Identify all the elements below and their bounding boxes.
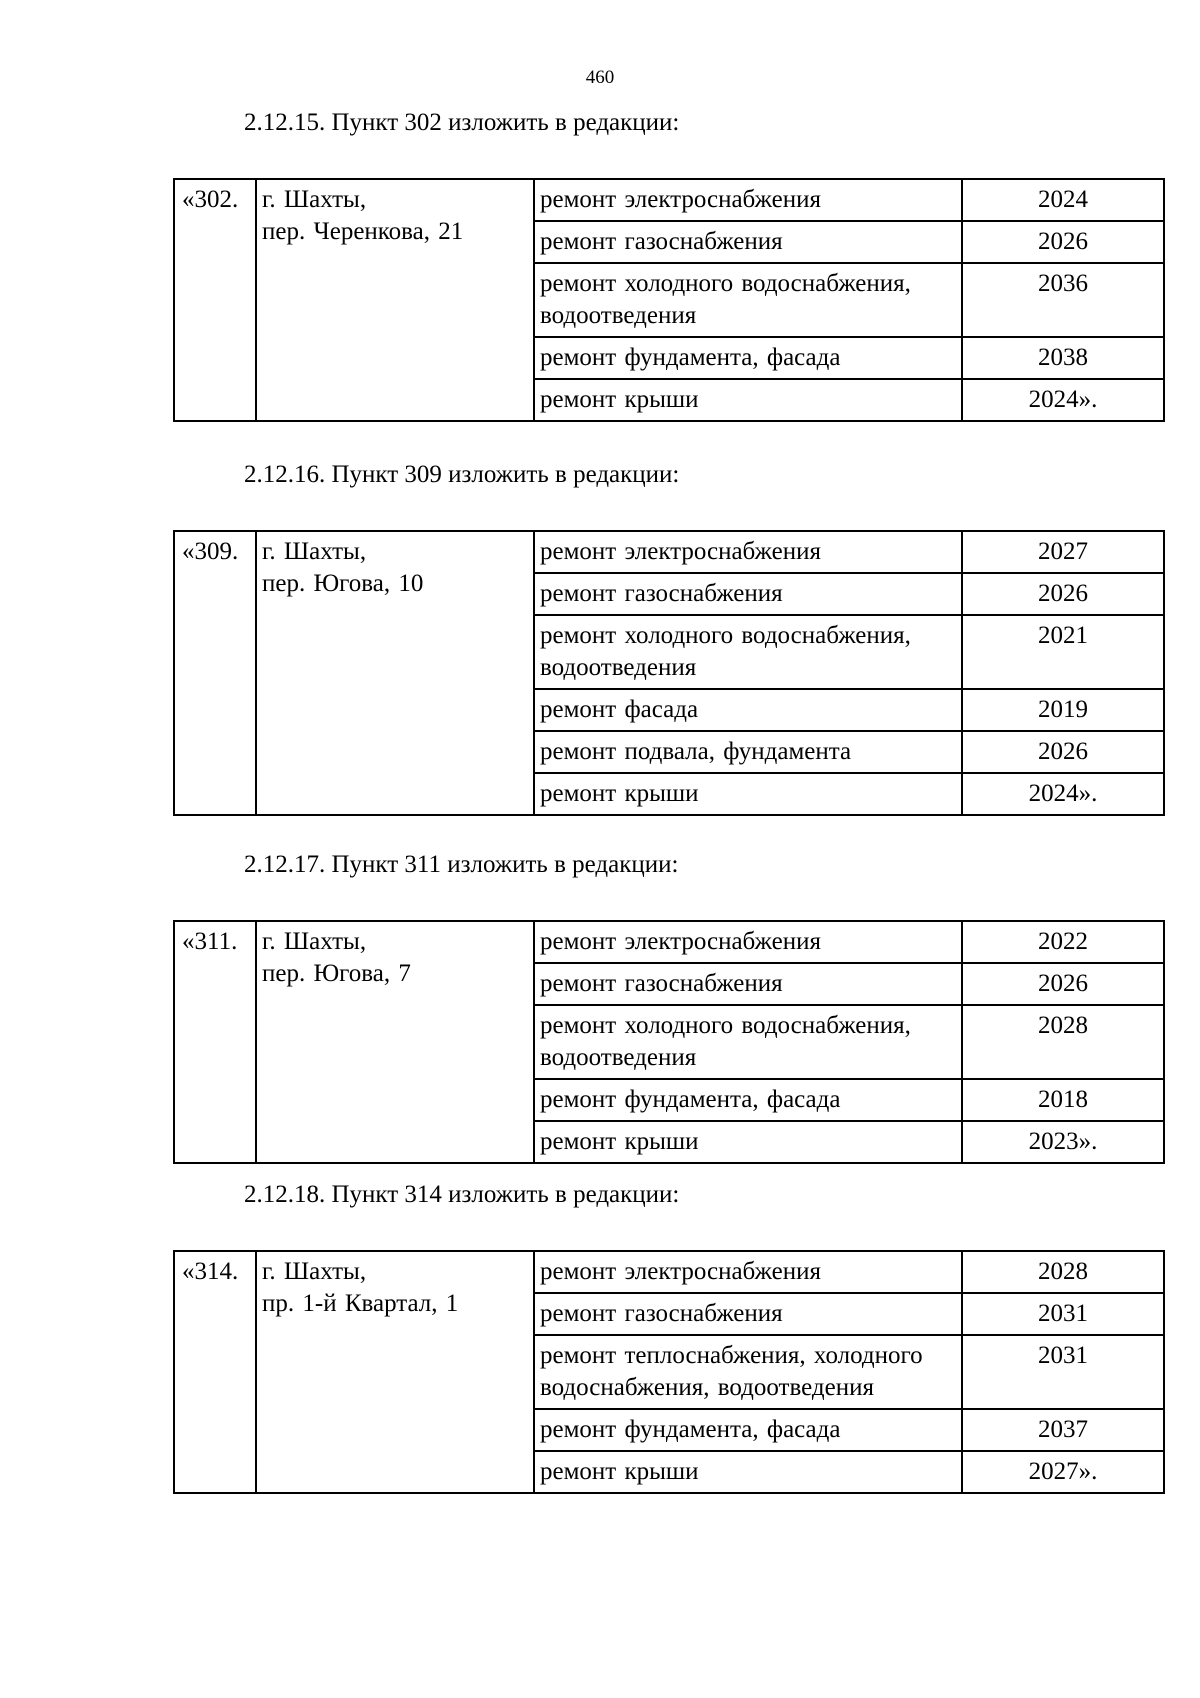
section-heading: 2.12.15. Пункт 302 изложить в редакции: <box>244 109 680 136</box>
work-year: 2038 <box>962 337 1164 379</box>
table-row <box>174 1251 1164 1293</box>
work-year: 2023». <box>962 1121 1164 1163</box>
work-year: 2021 <box>962 615 1164 689</box>
work-type: ремонт электроснабжения <box>534 179 962 221</box>
item-number: «311. <box>174 921 256 1163</box>
work-year: 2031 <box>962 1335 1164 1409</box>
work-type: ремонт фундамента, фасада <box>534 337 962 379</box>
work-type: ремонт холодного водоснабжения, водоотведения <box>534 263 962 337</box>
work-year: 2027 <box>962 531 1164 573</box>
work-type: ремонт фундамента, фасада <box>534 1409 962 1451</box>
item-number: «314. <box>174 1251 256 1493</box>
work-type: ремонт крыши <box>534 1451 962 1493</box>
work-type: ремонт крыши <box>534 1121 962 1163</box>
address-city: г. Шахты, <box>262 1258 367 1285</box>
address-street: пер. Югова, 10 <box>262 570 424 597</box>
work-type: ремонт крыши <box>534 773 962 815</box>
section-heading: 2.12.18. Пункт 314 изложить в редакции: <box>244 1181 680 1208</box>
address-street: пер. Югова, 7 <box>262 960 411 987</box>
table-row <box>174 921 1164 963</box>
work-year: 2026 <box>962 963 1164 1005</box>
address-street: пр. 1-й Квартал, 1 <box>262 1290 459 1317</box>
address-street: пер. Черенкова, 21 <box>262 218 464 245</box>
amendment-table <box>173 530 1165 816</box>
work-year: 2018 <box>962 1079 1164 1121</box>
work-year: 2031 <box>962 1293 1164 1335</box>
work-type: ремонт подвала, фундамента <box>534 731 962 773</box>
work-type: ремонт газоснабжения <box>534 1293 962 1335</box>
page-number: 460 <box>585 67 615 88</box>
work-type: ремонт холодного водоснабжения, водоотведения <box>534 1005 962 1079</box>
work-type: ремонт теплоснабжения, холодного водоснабжения, водоотведения <box>534 1335 962 1409</box>
table-row <box>174 531 1164 573</box>
work-year: 2037 <box>962 1409 1164 1451</box>
work-type: ремонт газоснабжения <box>534 221 962 263</box>
work-type: ремонт фасада <box>534 689 962 731</box>
work-year: 2026 <box>962 221 1164 263</box>
address-cell <box>256 1251 534 1493</box>
work-year: 2036 <box>962 263 1164 337</box>
work-year: 2027». <box>962 1451 1164 1493</box>
address-cell <box>256 179 534 421</box>
work-year: 2024». <box>962 773 1164 815</box>
work-year: 2026 <box>962 573 1164 615</box>
amendment-table <box>173 1250 1165 1494</box>
work-type: ремонт холодного водоснабжения, водоотведения <box>534 615 962 689</box>
work-type: ремонт крыши <box>534 379 962 421</box>
work-type: ремонт электроснабжения <box>534 921 962 963</box>
section-heading: 2.12.16. Пункт 309 изложить в редакции: <box>244 461 680 488</box>
address-city: г. Шахты, <box>262 928 367 955</box>
address-cell <box>256 531 534 815</box>
address-cell <box>256 921 534 1163</box>
work-type: ремонт электроснабжения <box>534 1251 962 1293</box>
amendment-table <box>173 920 1165 1164</box>
work-year: 2022 <box>962 921 1164 963</box>
item-number: «302. <box>174 179 256 421</box>
work-type: ремонт газоснабжения <box>534 963 962 1005</box>
section-heading: 2.12.17. Пункт 311 изложить в редакции: <box>244 851 679 878</box>
address-city: г. Шахты, <box>262 186 367 213</box>
work-year: 2024». <box>962 379 1164 421</box>
work-type: ремонт фундамента, фасада <box>534 1079 962 1121</box>
work-year: 2028 <box>962 1005 1164 1079</box>
table-row <box>174 179 1164 221</box>
work-type: ремонт газоснабжения <box>534 573 962 615</box>
work-year: 2026 <box>962 731 1164 773</box>
work-type: ремонт электроснабжения <box>534 531 962 573</box>
work-year: 2028 <box>962 1251 1164 1293</box>
work-year: 2019 <box>962 689 1164 731</box>
amendment-table <box>173 178 1165 422</box>
address-city: г. Шахты, <box>262 538 367 565</box>
item-number: «309. <box>174 531 256 815</box>
work-year: 2024 <box>962 179 1164 221</box>
